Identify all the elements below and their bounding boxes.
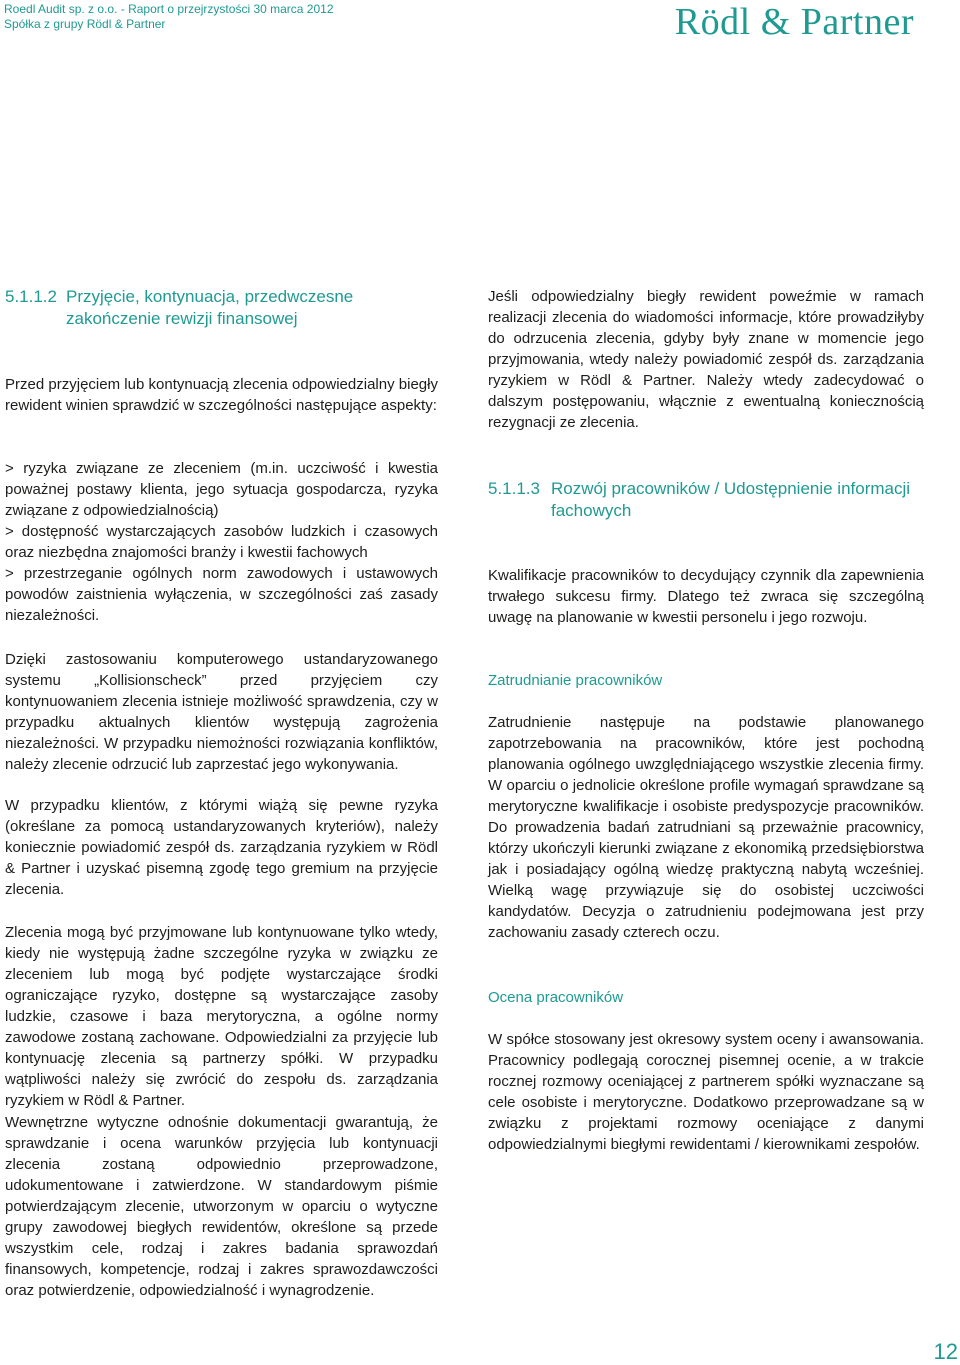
section-title-line2: zakończenie rewizji finansowej — [66, 308, 298, 328]
paragraph-evaluation: W spółce stosowany jest okresowy system oceny i awansowania. Pracownicy podlegają corocznej pisemnej ocenie, a w trakcie rocznej rozmowy oceniającej z partnerem spółki wyznaczane są cele osobiste i merytoryczne. Dodatkowo przeprowadzane są w związku z projektami rozmowy oceniające z danymi odpowiedzialnymi biegłymi rewidentami / kierownikami zespołów. — [488, 1031, 924, 1153]
brand-logo-text: Rödl & Partner — [674, 1, 914, 43]
paragraph-qualifications: Kwalifikacje pracowników to decydujący czynnik dla zapewnienia trwałego sukcesu firmy. Dlatego też zwraca się szczególną uwagę na planowanie w kwestii personelu i jego rozwoju. — [488, 567, 924, 626]
paragraph-internal-guidelines: Wewnętrzne wytyczne odnośnie dokumentacji gwarantują, że sprawdzanie i ocena warunków przyjęcia lub kontynuacji zlecenia zostaną odpowiednio przeprowadzone, udokumentowane i zatwierdzone. W standardowym piśmie potwierdzającym zlecenie, utworzonym w oparciu o wytyczne grupy zawodowej biegłych rewidentów, określone są przede wszystkim cele, rodzaj i zakres badania sprawozdań finansowych, kompetencje, rodzaj i zakres sprawozdawczości oraz potwierdzenie, odpowiedzialność i wynagrodzenie. — [5, 1114, 438, 1299]
paragraph-withdrawal: Jeśli odpowiedzialny biegły rewident poweźmie w ramach realizacji zlecenia do wiadomości informacje, które prowadziłyby do odrzucenia zlecenia, gdyby były znane w momencie jego przyjmowania, wtedy należy powiadomić zespół ds. zarządzania ryzykiem w Rödl & Partner. Należy wtedy zadecydować o dalszym postępowaniu, włącznie z ewentualną koniecznością rezygnacji ze zlecenia. — [488, 288, 924, 431]
section-title-line1: Przyjęcie, kontynuacja, przedwczesne — [66, 287, 354, 306]
section-heading-5-1-1-3 — [488, 478, 924, 521]
section-title-line2: fachowych — [551, 500, 632, 520]
list-item: > ryzyka związane ze zleceniem (m.in. uczciwość i kwestia poważnej postawy klienta, jego sytuacja gospodarcza, ryzyka związane z odpowiedzialnością) — [5, 460, 438, 519]
intro-paragraph: Przed przyjęciem lub kontynuacją zlecenia odpowiedzialny biegły rewident winien sprawdzić w szczególności następujące aspekty: — [5, 376, 438, 414]
section-title-line1: Rozwój pracowników / Udostępnienie informacji — [551, 479, 911, 498]
header-report-title: Roedl Audit sp. z o.o. - Raport o przejrzystości 30 marca 2012 — [4, 2, 334, 16]
section-heading-5-1-1-2 — [5, 286, 438, 329]
paragraph-risk-clients: W przypadku klientów, z którymi wiążą się pewne ryzyka (określane za pomocą ustandaryzowanych kryteriów), należy koniecznie powiadomić zespół ds. zarządzania ryzykiem w Rödl & Partner i uzyskać pisemną zgodę tego gremium na przyjęcie zlecenia. — [5, 797, 438, 898]
paragraph-acceptance-conditions: Zlecenia mogą być przyjmowane lub kontynuowane tylko wtedy, kiedy nie występują żadne szczególne ryzyka w związku ze zleceniem lub mogą być podjęte wystarczające środki ograniczające ryzyko, dostępne są wystarczające zasoby ludzkie, czasowe i baza merytoryczna, a ogólne normy zawodowe zostaną zachowane. Odpowiedzialni za przyjęcie lub kontynuację zlecenia są partnerzy spółki. W przypadku wątpliwości należy się zwrócić do zespołu ds. zarządzania ryzykiem w Rödl & Partner. — [5, 924, 438, 1109]
list-item: > przestrzeganie ogólnych norm zawodowych i ustawowych powodów zaistnienia wyłączenia, w szczególności zaś zasady niezależności. — [5, 565, 438, 624]
header-company-subtitle: Spółka z grupy Rödl & Partner — [4, 17, 166, 31]
paragraph-hiring: Zatrudnienie następuje na podstawie planowanego zapotrzebowania na pracowników, które jest pochodną planowania ogólnego uwzględniającego wszystkie zlecenia firmy. W oparciu o jednolicie określone profile wymagań sprawdzane są merytoryczne kwalifikacje i osobiste predyspozycje pracowników. Do prowadzenia badań zatrudniani są przeważnie pracownicy, którzy ukończyli kierunki związane z ekonomiką przedsiębiorstwa jak i posiadający ogólną wiedzę praktyczną nabytą wcześniej. Wielką wagę przywiązuje się do osobistej uczciwości kandydatów. Decyzja o zatrudnieniu podejmowana jest przy zachowaniu zasady czterech oczu. — [488, 714, 924, 941]
subheading-evaluation: Ocena pracowników — [488, 989, 624, 1006]
paragraph-kollisionscheck: Dzięki zastosowaniu komputerowego ustandaryzowanego systemu „Kollisionscheck” przed przyjęciem czy kontynuowaniem zlecenia istnieje możliwość sprawdzenia, czy w przypadku aktualnych klientów występują zagrożenia niezależności. W przypadku niemożności rozwiązania konfliktów, należy zlecenie odrzucić lub zaprzestać jego wykonywania. — [5, 651, 438, 773]
aspects-list — [5, 458, 438, 626]
section-number: 5.1.1.3 — [488, 479, 540, 498]
page-number: 12 — [933, 1339, 958, 1364]
subheading-hiring: Zatrudnianie pracowników — [488, 672, 663, 689]
section-number: 5.1.1.2 — [5, 287, 57, 306]
list-item: > dostępność wystarczających zasobów ludzkich i czasowych oraz niezbędna znajomości branży i kwestii fachowych — [5, 523, 438, 561]
